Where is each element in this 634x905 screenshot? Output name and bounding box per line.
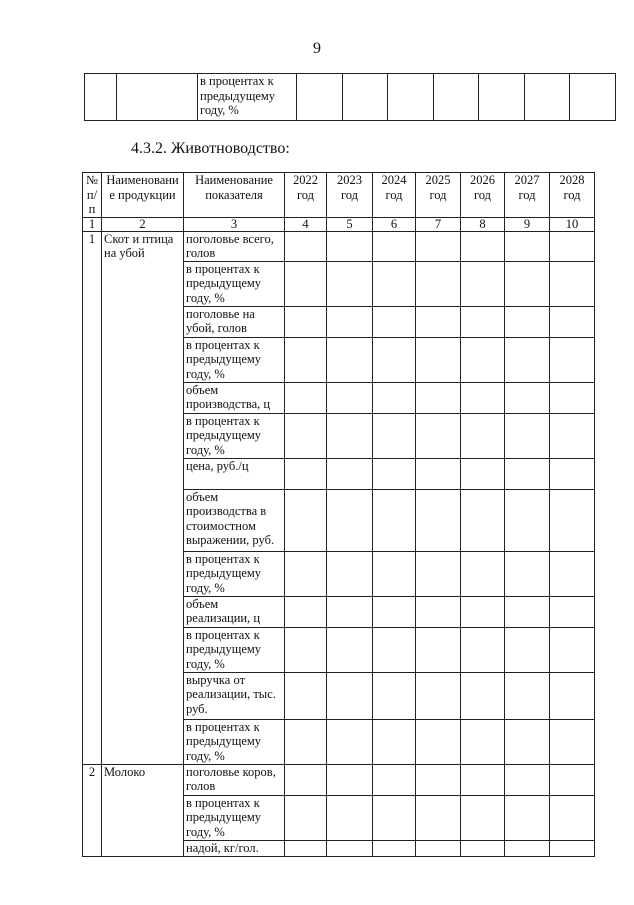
table-cell <box>83 458 102 489</box>
table-row <box>83 596 595 627</box>
value-cell <box>373 489 416 551</box>
value-cell <box>505 337 550 382</box>
table-row <box>83 261 595 306</box>
table-cell <box>85 74 117 121</box>
value-cell <box>416 596 461 627</box>
indicator-name: поголовье коров, голов <box>184 764 285 795</box>
table-cell <box>434 74 479 121</box>
previous-table-continuation <box>84 73 616 121</box>
column-header: 2022 год <box>285 173 327 218</box>
column-number: 3 <box>184 217 285 231</box>
value-cell <box>373 672 416 719</box>
column-header: Наименовани е продукции <box>102 173 184 218</box>
value-cell <box>373 337 416 382</box>
table-row <box>83 489 595 551</box>
value-cell <box>373 413 416 458</box>
value-cell <box>327 840 373 856</box>
table-cell: в процентах к предыдущему году, % <box>198 74 297 121</box>
value-cell <box>505 231 550 261</box>
table-cell <box>102 672 184 719</box>
value-cell <box>285 382 327 413</box>
table-cell <box>83 840 102 856</box>
table-row <box>83 306 595 337</box>
value-cell <box>285 337 327 382</box>
indicator-name: в процентах к предыдущему году, % <box>184 795 285 840</box>
value-cell <box>550 261 595 306</box>
value-cell <box>505 840 550 856</box>
value-cell <box>416 719 461 764</box>
table-cell <box>83 306 102 337</box>
column-number: 9 <box>505 217 550 231</box>
value-cell <box>461 840 505 856</box>
table-cell <box>343 74 388 121</box>
value-cell <box>461 489 505 551</box>
product-name: Скот и птица на убой <box>102 231 184 261</box>
value-cell <box>550 627 595 672</box>
value-cell <box>461 337 505 382</box>
table-cell <box>102 719 184 764</box>
column-header: 2027 год <box>505 173 550 218</box>
table-cell <box>83 261 102 306</box>
value-cell <box>505 458 550 489</box>
value-cell <box>285 306 327 337</box>
column-header: 2024 год <box>373 173 416 218</box>
value-cell <box>461 261 505 306</box>
value-cell <box>505 489 550 551</box>
value-cell <box>285 261 327 306</box>
table-cell <box>102 413 184 458</box>
column-header: № п/п <box>83 173 102 218</box>
value-cell <box>461 764 505 795</box>
value-cell <box>373 458 416 489</box>
table-row <box>83 840 595 856</box>
indicator-name: объем производства в стоимостном выражении, руб. <box>184 489 285 551</box>
value-cell <box>416 840 461 856</box>
value-cell <box>327 596 373 627</box>
table-cell <box>83 413 102 458</box>
value-cell <box>416 795 461 840</box>
column-number: 5 <box>327 217 373 231</box>
table-body <box>83 231 595 856</box>
value-cell <box>327 231 373 261</box>
value-cell <box>327 337 373 382</box>
table-cell <box>102 840 184 856</box>
table-row <box>83 231 595 261</box>
indicator-name: выручка от реализации, тыс. руб. <box>184 672 285 719</box>
value-cell <box>550 719 595 764</box>
table-cell <box>117 74 198 121</box>
table-cell <box>83 337 102 382</box>
table-row <box>83 764 595 795</box>
table-cell <box>102 337 184 382</box>
table-cell <box>102 261 184 306</box>
value-cell <box>373 795 416 840</box>
livestock-table <box>82 172 595 857</box>
table-cell <box>83 627 102 672</box>
section-heading: 4.3.2. Животноводство: <box>131 140 290 157</box>
row-number: 1 <box>83 231 102 261</box>
table-cell <box>83 551 102 596</box>
value-cell <box>285 489 327 551</box>
value-cell <box>327 261 373 306</box>
column-header: 2023 год <box>327 173 373 218</box>
indicator-name: в процентах к предыдущему году, % <box>184 627 285 672</box>
column-header: 2026 год <box>461 173 505 218</box>
value-cell <box>550 551 595 596</box>
value-cell <box>416 627 461 672</box>
header-row <box>83 173 595 218</box>
value-cell <box>461 627 505 672</box>
value-cell <box>285 551 327 596</box>
value-cell <box>373 306 416 337</box>
indicator-name: поголовье всего, голов <box>184 231 285 261</box>
table-cell <box>525 74 570 121</box>
value-cell <box>505 551 550 596</box>
table-cell <box>83 489 102 551</box>
table-cell <box>102 458 184 489</box>
value-cell <box>461 672 505 719</box>
table-row <box>83 627 595 672</box>
value-cell <box>461 382 505 413</box>
value-cell <box>550 840 595 856</box>
table-row <box>83 719 595 764</box>
table-row <box>83 795 595 840</box>
indicator-name: надой, кг/гол. <box>184 840 285 856</box>
value-cell <box>285 795 327 840</box>
table-cell <box>388 74 434 121</box>
table-cell <box>83 596 102 627</box>
table-cell <box>102 551 184 596</box>
column-header: Наименование показателя <box>184 173 285 218</box>
value-cell <box>285 672 327 719</box>
value-cell <box>373 840 416 856</box>
value-cell <box>461 596 505 627</box>
value-cell <box>550 672 595 719</box>
column-number-row <box>83 217 595 231</box>
table-cell <box>102 627 184 672</box>
value-cell <box>550 382 595 413</box>
value-cell <box>327 306 373 337</box>
value-cell <box>327 413 373 458</box>
value-cell <box>373 764 416 795</box>
table-cell <box>102 795 184 840</box>
column-number: 1 <box>83 217 102 231</box>
value-cell <box>550 795 595 840</box>
table-cell <box>102 382 184 413</box>
value-cell <box>461 719 505 764</box>
column-number: 7 <box>416 217 461 231</box>
column-number: 10 <box>550 217 595 231</box>
table-row <box>83 413 595 458</box>
table-cell <box>479 74 525 121</box>
value-cell <box>505 306 550 337</box>
value-cell <box>373 596 416 627</box>
value-cell <box>327 764 373 795</box>
value-cell <box>461 458 505 489</box>
value-cell <box>505 627 550 672</box>
value-cell <box>505 596 550 627</box>
page-number: 9 <box>313 40 321 57</box>
value-cell <box>327 382 373 413</box>
column-number: 2 <box>102 217 184 231</box>
value-cell <box>416 764 461 795</box>
indicator-name: цена, руб./ц <box>184 458 285 489</box>
table-row <box>83 551 595 596</box>
value-cell <box>373 627 416 672</box>
value-cell <box>461 551 505 596</box>
value-cell <box>327 672 373 719</box>
value-cell <box>373 551 416 596</box>
table-cell <box>102 306 184 337</box>
value-cell <box>461 795 505 840</box>
value-cell <box>550 596 595 627</box>
value-cell <box>416 672 461 719</box>
table-cell <box>570 74 616 121</box>
value-cell <box>416 458 461 489</box>
table-cell <box>297 74 343 121</box>
table-cell <box>83 672 102 719</box>
column-header: 2025 год <box>416 173 461 218</box>
table-row <box>83 458 595 489</box>
value-cell <box>505 382 550 413</box>
value-cell <box>505 261 550 306</box>
indicator-name: объем производства, ц <box>184 382 285 413</box>
value-cell <box>285 719 327 764</box>
table-row <box>83 382 595 413</box>
value-cell <box>505 413 550 458</box>
indicator-name: в процентах к предыдущему году, % <box>184 719 285 764</box>
value-cell <box>373 261 416 306</box>
value-cell <box>505 672 550 719</box>
value-cell <box>285 596 327 627</box>
value-cell <box>285 413 327 458</box>
value-cell <box>550 231 595 261</box>
value-cell <box>416 231 461 261</box>
value-cell <box>285 840 327 856</box>
column-number: 6 <box>373 217 416 231</box>
column-number: 4 <box>285 217 327 231</box>
value-cell <box>416 261 461 306</box>
value-cell <box>550 764 595 795</box>
indicator-name: в процентах к предыдущему году, % <box>184 413 285 458</box>
table-row <box>85 74 616 121</box>
value-cell <box>416 337 461 382</box>
value-cell <box>285 627 327 672</box>
indicator-name: поголовье на убой, голов <box>184 306 285 337</box>
value-cell <box>550 489 595 551</box>
indicator-name: объем реализации, ц <box>184 596 285 627</box>
value-cell <box>461 413 505 458</box>
indicator-name: в процентах к предыдущему году, % <box>184 551 285 596</box>
value-cell <box>285 458 327 489</box>
value-cell <box>327 719 373 764</box>
value-cell <box>416 306 461 337</box>
value-cell <box>416 382 461 413</box>
product-name: Молоко <box>102 764 184 795</box>
value-cell <box>550 337 595 382</box>
value-cell <box>285 764 327 795</box>
column-number: 8 <box>461 217 505 231</box>
indicator-name: в процентах к предыдущему году, % <box>184 261 285 306</box>
value-cell <box>505 719 550 764</box>
row-number: 2 <box>83 764 102 795</box>
value-cell <box>416 551 461 596</box>
value-cell <box>416 413 461 458</box>
table-row <box>83 672 595 719</box>
table-cell <box>83 795 102 840</box>
table-cell <box>102 596 184 627</box>
value-cell <box>327 551 373 596</box>
value-cell <box>373 719 416 764</box>
indicator-name: в процентах к предыдущему году, % <box>184 337 285 382</box>
column-header: 2028 год <box>550 173 595 218</box>
value-cell <box>550 306 595 337</box>
value-cell <box>285 231 327 261</box>
value-cell <box>327 458 373 489</box>
value-cell <box>550 413 595 458</box>
value-cell <box>327 627 373 672</box>
value-cell <box>416 489 461 551</box>
value-cell <box>505 764 550 795</box>
table-cell <box>102 489 184 551</box>
value-cell <box>373 382 416 413</box>
table-cell <box>83 382 102 413</box>
value-cell <box>505 795 550 840</box>
value-cell <box>461 306 505 337</box>
value-cell <box>461 231 505 261</box>
value-cell <box>550 458 595 489</box>
value-cell <box>327 795 373 840</box>
table-cell <box>83 719 102 764</box>
value-cell <box>327 489 373 551</box>
table-row <box>83 337 595 382</box>
value-cell <box>373 231 416 261</box>
